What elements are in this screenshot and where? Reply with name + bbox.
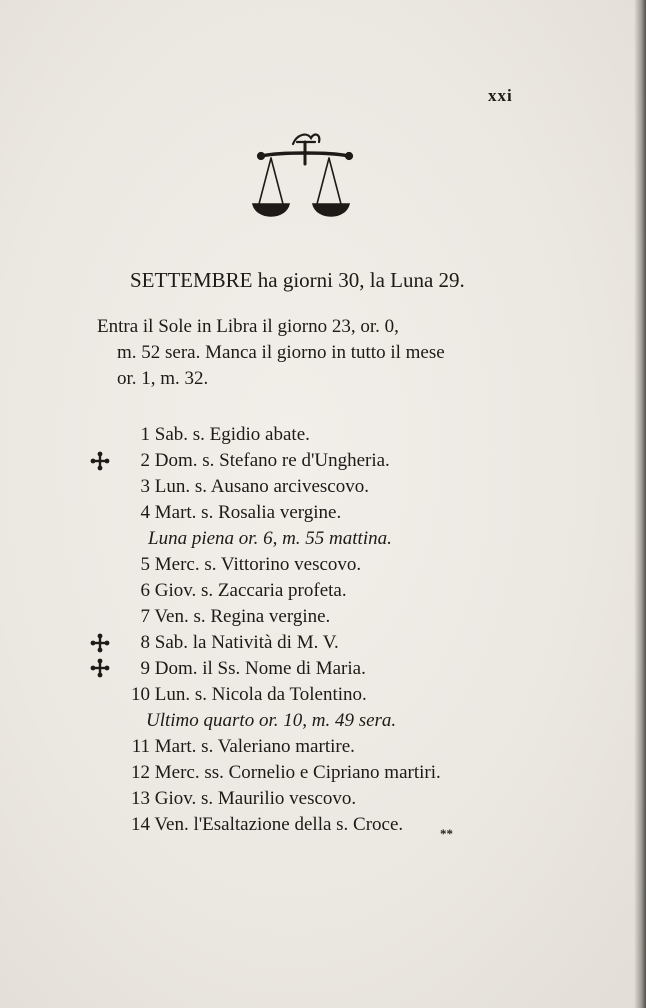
day-entry: 4 Mart. s. Rosalia vergine. [140, 502, 342, 523]
intro-line-2: m. 52 sera. Manca il giorno in tutto il mese [117, 342, 445, 363]
day-entry: 13 Giov. s. Maurilio vescovo. [131, 788, 357, 809]
moon-phase-note: Luna piena or. 6, m. 55 mattina. [148, 528, 392, 549]
page-binding-shadow [634, 0, 646, 1008]
day-entry: 2 Dom. s. Stefano re d'Ungheria. [140, 450, 390, 471]
feast-cross-icon [90, 451, 110, 471]
day-entry: 9 Dom. il Ss. Nome di Maria. [140, 658, 366, 679]
day-entry: 10 Lun. s. Nicola da Tolentino. [131, 684, 367, 705]
month-heading: SETTEMBRE ha giorni 30, la Luna 29. [130, 268, 465, 292]
day-entry: 7 Ven. s. Regina vergine. [140, 606, 331, 627]
intro-line-1: Entra il Sole in Libra il giorno 23, or. 0, [97, 316, 399, 337]
feast-cross-icon [90, 633, 110, 653]
page-folio: xxi [488, 86, 513, 105]
day-entry: 14 Ven. l'Esaltazione della s. Croce. [131, 814, 404, 835]
catchword-mark: ** [440, 826, 453, 841]
moon-phase-note: Ultimo quarto or. 10, m. 49 sera. [146, 710, 397, 731]
day-entry: 3 Lun. s. Ausano arcivescovo. [140, 476, 369, 497]
feast-cross-icon [90, 658, 110, 678]
intro-line-3: or. 1, m. 32. [117, 368, 209, 389]
day-entry: 11 Mart. s. Valeriano martire. [131, 736, 355, 757]
day-entry: 1 Sab. s. Egidio abate. [140, 424, 310, 445]
day-entry: 12 Merc. ss. Cornelio e Cipriano martiri. [131, 762, 441, 783]
day-entry: 8 Sab. la Natività di M. V. [140, 632, 339, 653]
day-entry: 6 Giov. s. Zaccaria profeta. [140, 580, 347, 601]
libra-scales-icon [251, 128, 359, 222]
day-entry: 5 Merc. s. Vittorino vescovo. [140, 554, 362, 575]
